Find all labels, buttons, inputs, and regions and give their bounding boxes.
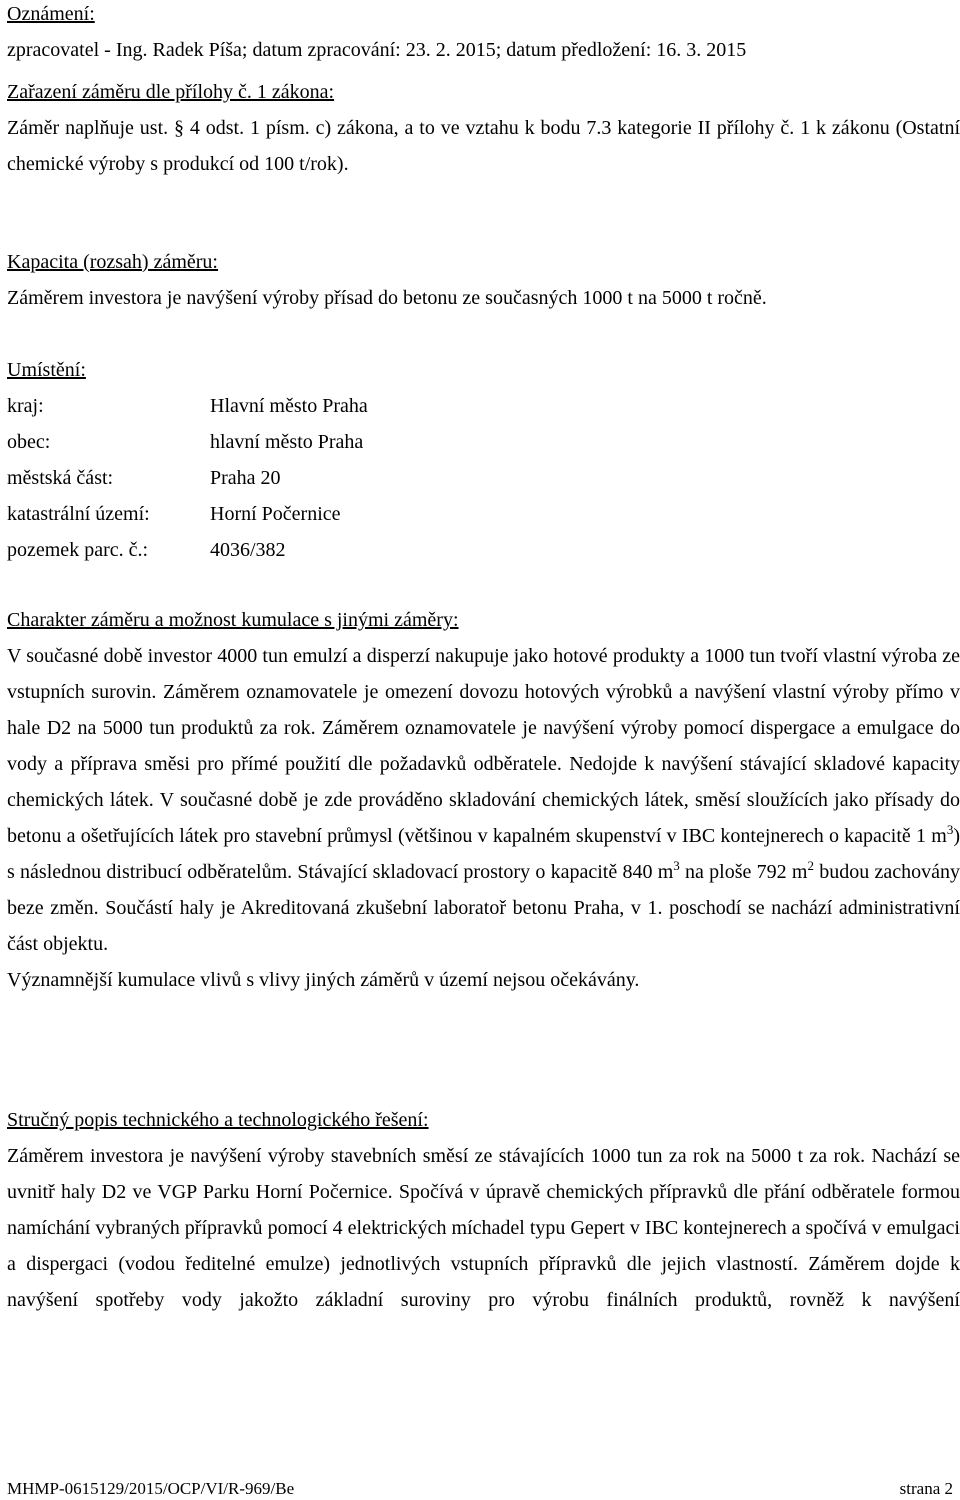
location-value: 4036/382 (210, 539, 286, 561)
technical-description-heading: Stručný popis technického a technologického řešení: (7, 1109, 429, 1131)
location-row-municipality (7, 424, 960, 460)
capacity-section (7, 244, 960, 316)
location-row-parcel (7, 532, 960, 568)
page-footer (7, 1478, 953, 1500)
page-number: strana 2 (899, 1479, 953, 1498)
location-section (7, 352, 960, 568)
location-row-cadastral-area (7, 496, 960, 532)
unit-superscript: 3 (673, 858, 680, 873)
character-text-part: na ploše 792 m (679, 861, 808, 883)
location-value: Praha 20 (210, 467, 281, 489)
notification-text: zpracovatel - Ing. Radek Píša; datum zpracování: 23. 2. 2015; datum předložení: 16. 3. 2015 (7, 39, 747, 61)
character-text-part: budou zachovány beze změn. Součástí haly je Akreditovaná zkušební laboratoř betonu Praha, v 1. poschodí se nachází administrativní část objektu. (7, 861, 960, 955)
classification-heading: Zařazení záměru dle přílohy č. 1 zákona: (7, 81, 335, 103)
technical-description-text: Záměrem investora je navýšení výroby stavebních směsí ze stávajících 1000 tun za rok na 5000 t za rok. Nachází se uvnitř haly D2 ve VGP Parku Horní Počernice. Spočívá v úpravě chemických přípravků dle přání odběratele formou namíchání vybraných přípravků pomocí 4 elektrických míchadel typu Gepert v IBC kontejnerech a spočívá v emulgaci a dispergaci (vodou ředitelné emulze) jednotlivých vstupních přípravků dle jejich vlastností. Záměrem dojde k navýšení spotřeby vody jakožto základní suroviny pro výrobu finálních produktů, rovněž k navýšení (7, 1145, 960, 1311)
character-text-part: ) s následnou distribucí odběratelům. Stávající skladovací prostory o kapacitě 840 m (7, 825, 960, 883)
location-value: Hlavní město Praha (210, 395, 368, 417)
location-heading: Umístění: (7, 359, 86, 381)
location-label: městská část: (7, 467, 114, 489)
classification-text: Záměr naplňuje ust. § 4 odst. 1 písm. c) zákona, a to ve vztahu k bodu 7.3 kategorie II přílohy č. 1 k zákonu (Ostatní chemické výroby s produkcí od 100 t/rok). (7, 117, 960, 175)
character-text-part: V současné době investor 4000 tun emulzí a disperzí nakupuje jako hotové produkty a 1000 tun tvoří vlastní výroba ze vstupních surovin. Záměrem oznamovatele je omezení dovozu hotových výrobků a navýšení vlastní výroby přímo v hale D2 na 5000 tun produktů za rok. Záměrem oznamovatele je navýšení výroby pomocí dispergace a emulgace do vody a příprava směsi pro přímé použití dle požadavků odběratele. Nedojde k navýšení stávající skladové kapacity chemických látek. V současné době je zde prováděno skladování chemických látek, směsí sloužících jako přísady do betonu a ošetřujících látek pro stavební průmysl (většinou v kapalném skupenství v IBC kontejnerech o kapacitě 1 m (7, 645, 960, 847)
technical-description-section (7, 1102, 960, 1318)
capacity-text: Záměrem investora je navýšení výroby přísad do betonu ze současných 1000 t na 5000 t ročně. (7, 287, 767, 309)
location-label: obec: (7, 431, 51, 453)
location-row-district (7, 460, 960, 496)
cumulation-text: Významnější kumulace vlivů s vlivy jiných záměrů v území nejsou očekávány. (7, 969, 640, 991)
location-value: hlavní město Praha (210, 431, 364, 453)
location-row-region (7, 388, 960, 424)
unit-superscript: 2 (807, 858, 814, 873)
location-label: pozemek parc. č.: (7, 539, 149, 561)
notification-section (7, 0, 960, 68)
capacity-heading: Kapacita (rozsah) záměru: (7, 251, 218, 273)
location-value: Horní Počernice (210, 503, 341, 525)
location-label: katastrální území: (7, 503, 150, 525)
location-label: kraj: (7, 395, 44, 417)
character-paragraph (7, 638, 960, 962)
classification-section (7, 74, 960, 182)
character-heading: Charakter záměru a možnost kumulace s jinými záměry: (7, 609, 459, 631)
character-section (7, 602, 960, 998)
notification-heading: Oznámení: (7, 3, 95, 25)
unit-superscript: 3 (946, 822, 954, 837)
document-reference: MHMP-0615129/2015/OCP/VI/R-969/Be (7, 1479, 295, 1498)
